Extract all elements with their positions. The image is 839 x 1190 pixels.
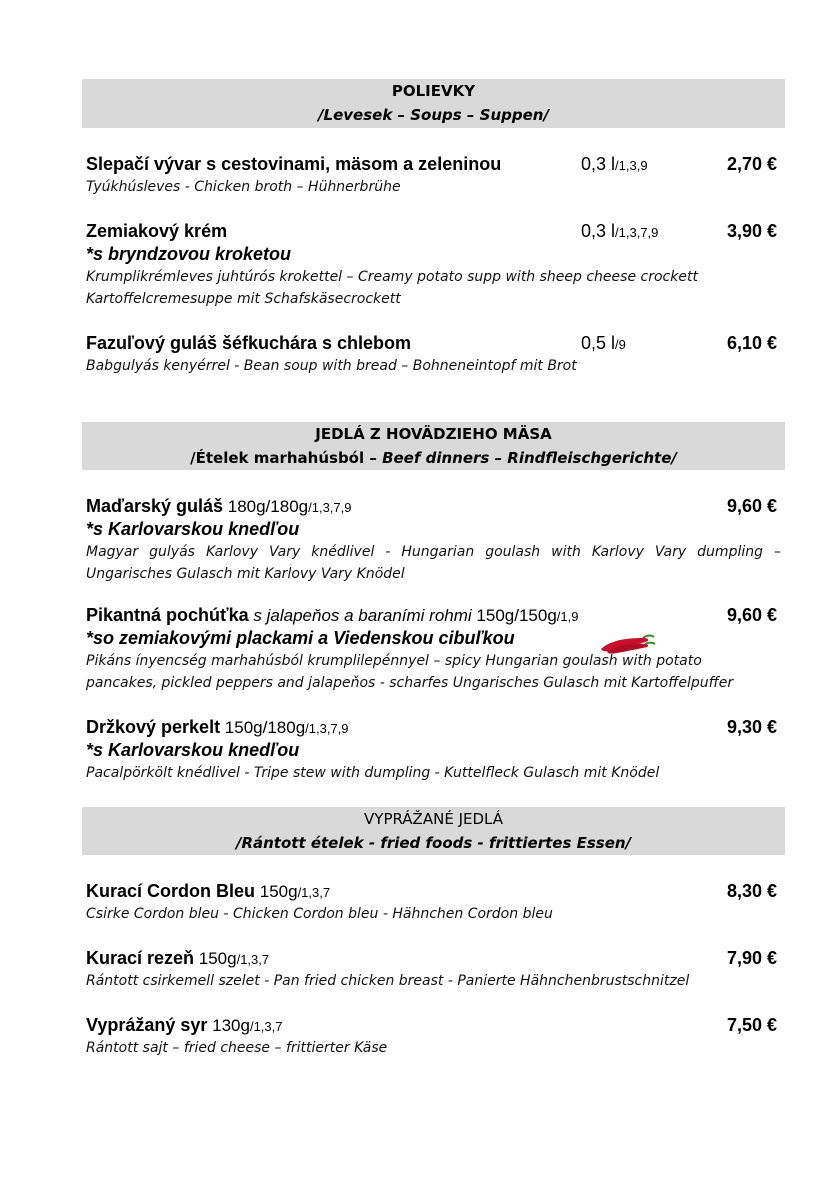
item-price: 9,30 € [726, 717, 777, 737]
item-name: Kurací Cordon Bleu [86, 881, 256, 901]
menu-item [86, 219, 781, 310]
item-quantity: 130g [207, 1016, 250, 1035]
item-description: Babgulyás kenyérrel - Bean soup with bread – Bohneneintopf mit Brot [86, 358, 577, 374]
item-name: Kurací rezeň [86, 948, 195, 968]
item-description: Rántott csirkemell szelet - Pan fried chicken breast - Panierte Hähnchenbrustschnitzel [86, 973, 690, 989]
item-name-detail: s jalapeňos a baraními rohmi [248, 606, 472, 625]
item-quantity: 150g/180g [220, 718, 306, 737]
section-title: POLIEVKY [391, 82, 476, 100]
section-subtitle: /Rántott ételek - fried foods - frittiertes Essen/ [235, 834, 632, 852]
item-description: Pikáns ínyencség marhahúsból krumplilepénnyel – spicy Hungarian goulash with potato [86, 653, 702, 669]
item-side-dish: *s bryndzovou kroketou [86, 244, 292, 264]
item-quantity: 0,5 l [581, 333, 616, 353]
item-description: Pacalpörkölt knédlivel - Tripe stew with dumpling - Kuttelfleck Gulasch mit Knödel [86, 765, 660, 781]
item-description: pancakes, pickled peppers and jalapeňos - scharfes Ungarisches Gulasch mit Kartoffelpuffer [86, 675, 734, 691]
item-allergens: /1,3,7,9 [308, 500, 352, 515]
item-allergens: /1,3,7,9 [615, 225, 659, 240]
item-description: Krumplikrémleves juhtúrós krokettel – Creamy potato supp with sheep cheese crockett [86, 269, 698, 285]
menu-item [86, 1013, 781, 1059]
section-subtitle: /Levesek – Soups – Suppen/ [318, 106, 549, 124]
item-price: 2,70 € [726, 154, 777, 174]
item-quantity: 150g [194, 949, 237, 968]
item-quantity: 180g/180g [223, 497, 309, 516]
menu-item [86, 494, 781, 585]
section-header-soups [82, 79, 785, 128]
menu-item [86, 152, 781, 198]
item-name: Maďarský guláš [86, 496, 224, 516]
item-allergens: /1,3,9 [615, 158, 648, 173]
item-allergens: /1,3,7 [249, 1019, 283, 1034]
item-quantity: 150g [255, 882, 298, 901]
item-name: Fazuľový guláš šéfkuchára s chlebom [86, 333, 412, 353]
menu-item [86, 715, 781, 784]
item-name: Pikantná pochúťka [86, 605, 249, 625]
section-title: JEDLÁ Z HOVÄDZIEHO MÄSA [315, 425, 552, 443]
chili-pepper-icon [597, 632, 657, 654]
item-price: 6,10 € [726, 333, 777, 353]
item-quantity: 0,3 l [581, 154, 616, 174]
item-description: Magyar gulyás Karlovy Vary knédlivel - Hungarian goulash with Karlovy Vary dumpling – Ungarisches Gulasch mit Karlovy Vary Knödel [86, 544, 781, 582]
item-quantity: 150g/150g [471, 606, 557, 625]
item-price: 9,60 € [726, 496, 777, 516]
item-description: Tyúkhúsleves - Chicken broth – Hühnerbrühe [86, 179, 401, 195]
item-name: Vyprážaný syr [86, 1015, 208, 1035]
item-price: 3,90 € [726, 221, 777, 241]
menu-item [86, 879, 781, 925]
item-description: Csirke Cordon bleu - Chicken Cordon bleu - Hähnchen Cordon bleu [86, 906, 553, 922]
item-allergens: /1,9 [556, 609, 579, 624]
item-price: 9,60 € [726, 605, 777, 625]
item-allergens: /1,3,7,9 [305, 721, 349, 736]
menu-item [86, 946, 781, 992]
item-price: 8,30 € [726, 881, 777, 901]
item-side-dish: *s Karlovarskou knedľou [86, 740, 300, 760]
item-allergens: /9 [615, 337, 626, 352]
item-allergens: /1,3,7 [236, 952, 270, 967]
item-price: 7,90 € [726, 948, 777, 968]
menu-item [86, 603, 781, 694]
menu-item [86, 331, 781, 377]
item-price: 7,50 € [726, 1015, 777, 1035]
item-description: Kartoffelcremesuppe mit Schafskäsecrockett [86, 291, 401, 307]
section-header-beef [82, 422, 785, 470]
item-description: Rántott sajt – fried cheese – frittierter Käse [86, 1040, 388, 1056]
section-title: VYPRÁŽANÉ JEDLÁ [364, 810, 503, 828]
item-allergens: /1,3,7 [297, 885, 331, 900]
section-subtitle: /Ételek marhahúsból – Beef dinners – Rindfleischgerichte/ [190, 449, 677, 467]
item-quantity: 0,3 l [581, 221, 616, 241]
item-side-dish: *so zemiakovými plackami a Viedenskou cibuľkou [86, 628, 515, 648]
item-side-dish: *s Karlovarskou knedľou [86, 519, 300, 539]
item-name: Držkový perkelt [86, 717, 221, 737]
section-header-fried [82, 807, 785, 855]
item-name: Zemiakový krém [86, 221, 228, 241]
item-name: Slepačí vývar s cestovinami, mäsom a zeleninou [86, 154, 502, 174]
